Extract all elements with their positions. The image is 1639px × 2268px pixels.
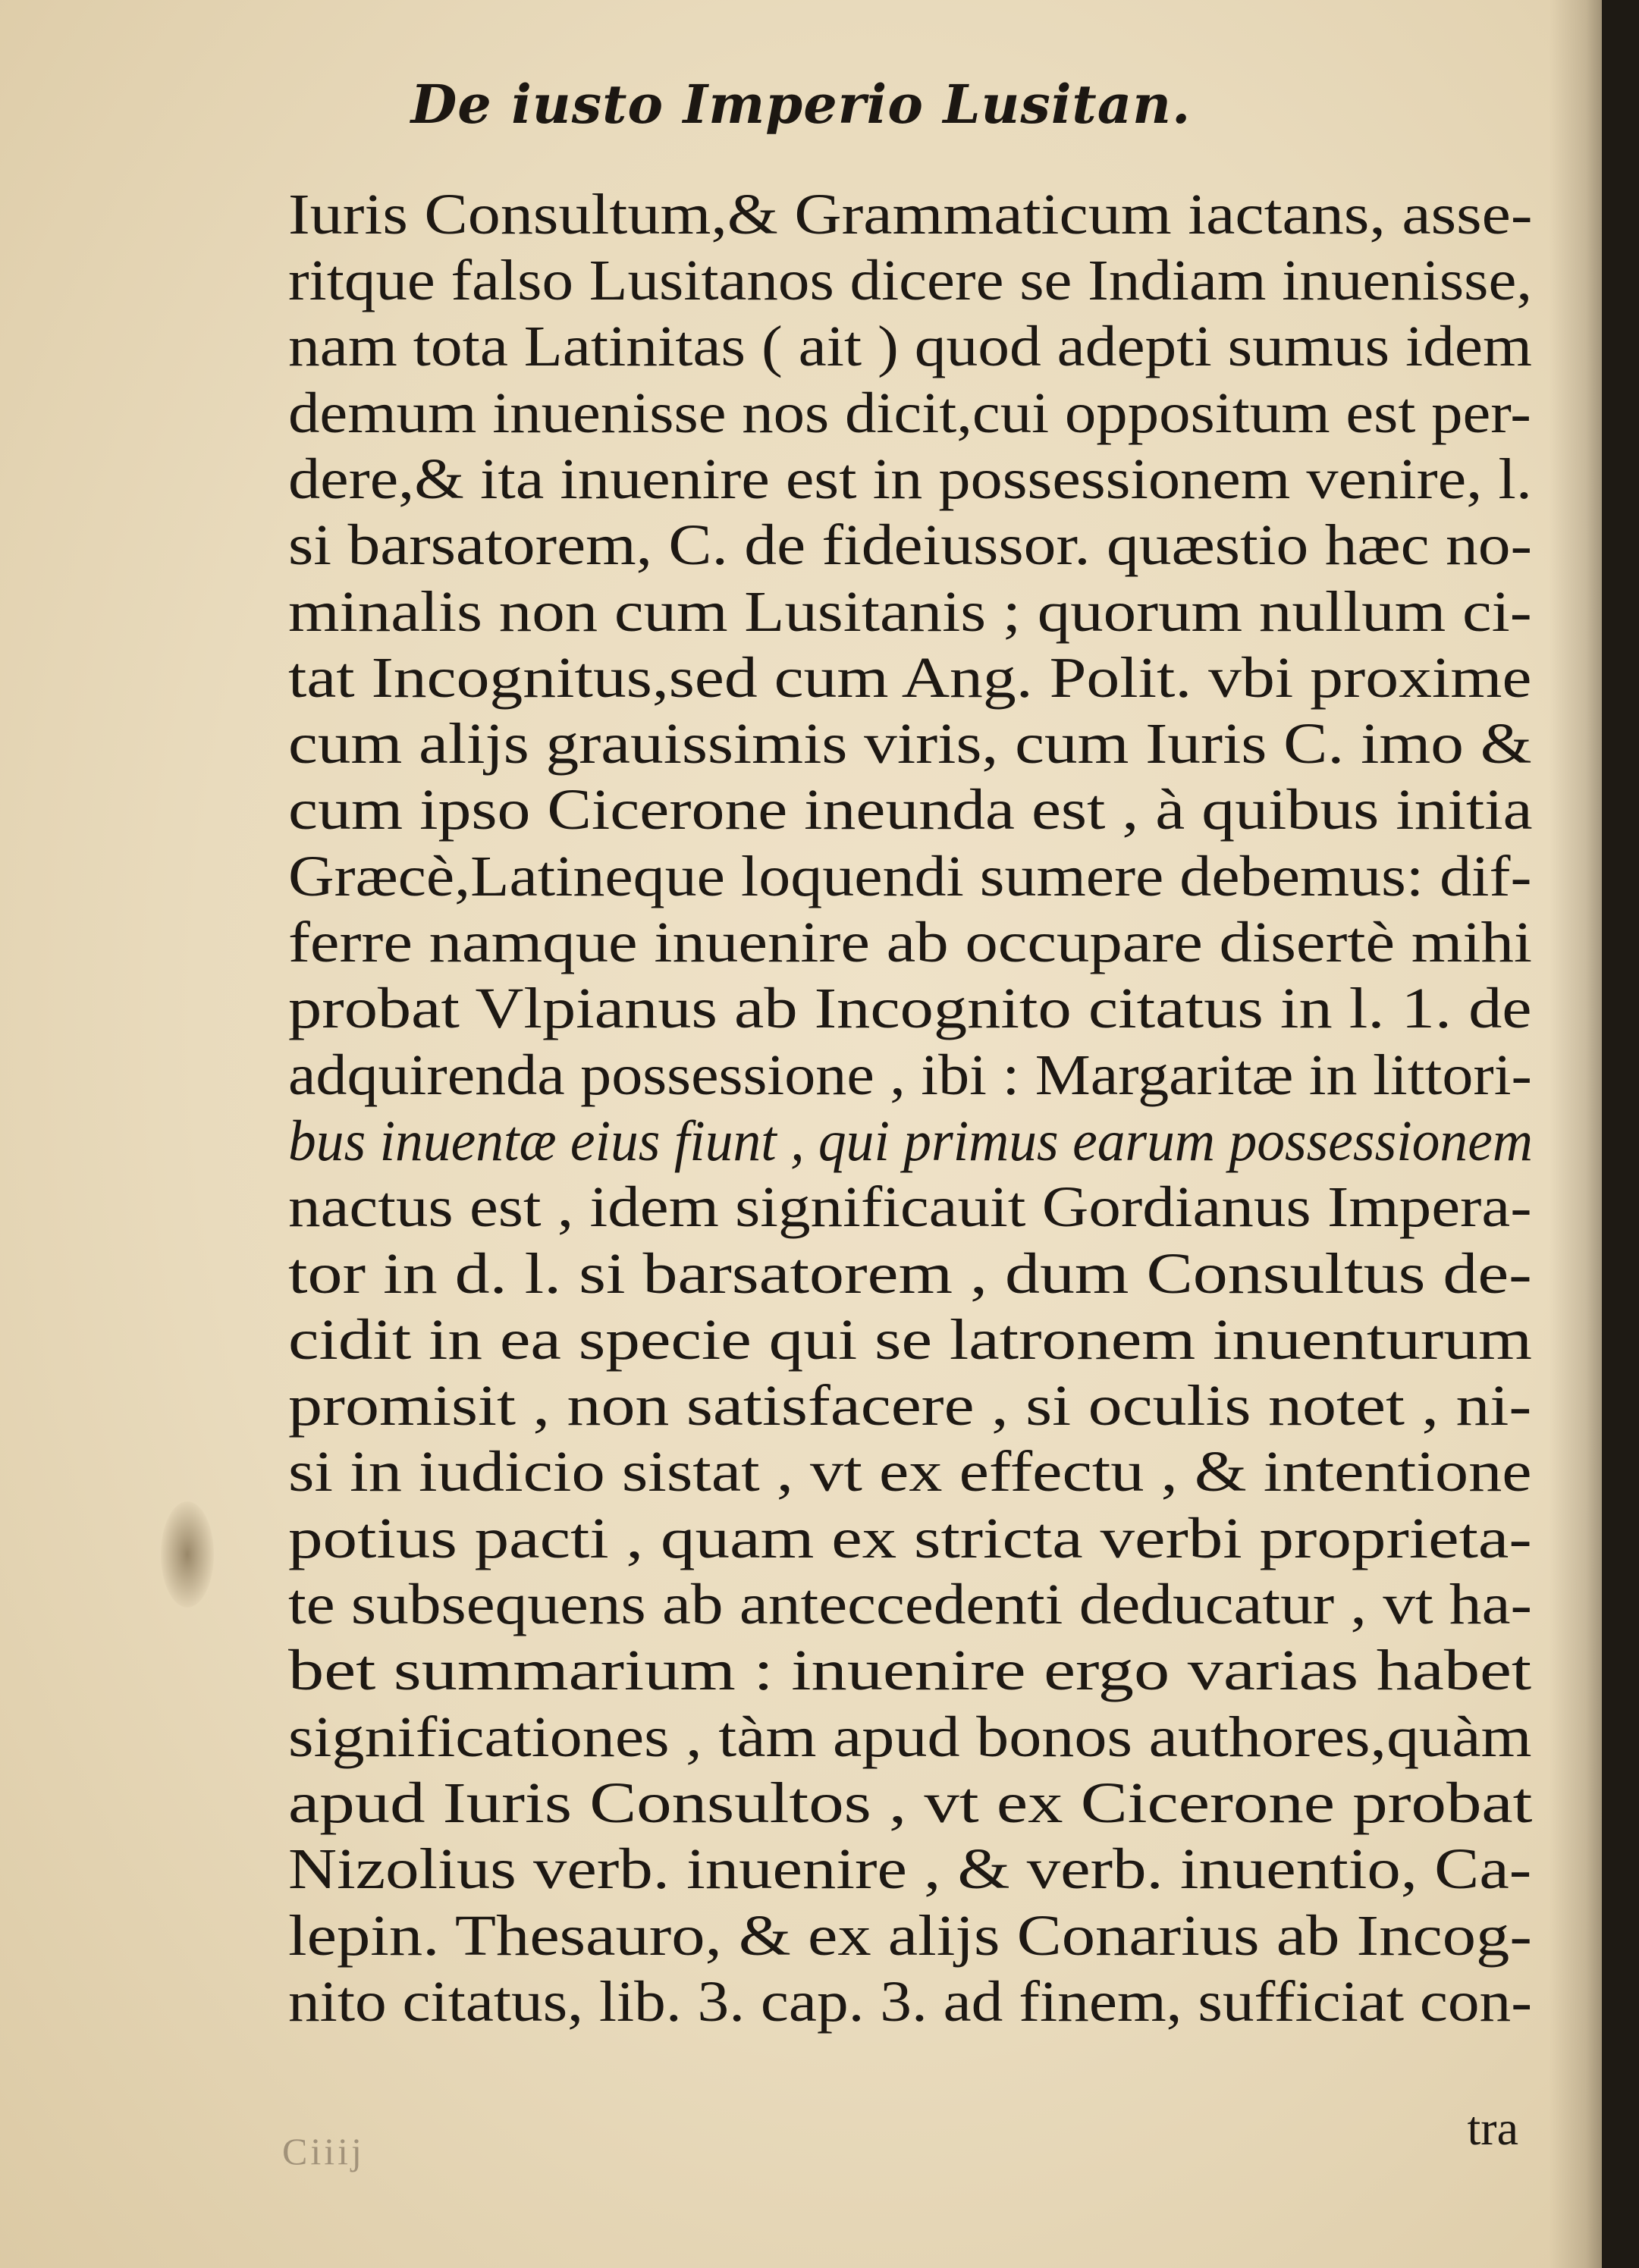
text-line: demum inuenisse nos dicit,cui oppositum est per-	[288, 381, 1531, 445]
text-line: bus inuentæ eius fiunt , qui primus earum possessionem	[288, 1109, 1533, 1173]
text-line: significationes , tàm apud bonos authores,quàm	[288, 1705, 1532, 1769]
text-line: te subsequens ab anteccedenti deducatur , vt ha-	[288, 1573, 1532, 1636]
page-edge-shadow	[1549, 0, 1602, 2268]
signature-mark: Ciiij	[282, 2130, 365, 2172]
running-head: De iusto Imperio Lusitan.	[410, 73, 1192, 136]
text-line: promisit , non satisfacere , si oculis notet , ni-	[288, 1374, 1532, 1438]
text-line: cidit in ea specie qui se latronem inuenturum	[288, 1308, 1532, 1372]
text-line: si barsatorem, C. de fideiussor. quæstio hæc no-	[288, 513, 1533, 577]
text-line: ritque falso Lusitanos dicere se Indiam inuenisse,	[288, 249, 1533, 312]
text-line: nam tota Latinitas ( ait ) quod adepti sumus idem	[288, 315, 1532, 378]
text-line: minalis non cum Lusitanis ; quorum nullum ci-	[288, 580, 1532, 644]
paper-stain	[161, 1501, 214, 1608]
text-line: nito citatus, lib. 3. cap. 3. ad finem, sufficiat con-	[288, 1970, 1533, 2034]
text-line: apud Iuris Consultos , vt ex Cicerone probat	[288, 1771, 1533, 1835]
text-line: cum alijs grauissimis viris, cum Iuris C. imo &	[288, 712, 1532, 776]
text-line: tat Incognitus,sed cum Ang. Polit. vbi proxime	[288, 646, 1532, 710]
text-line: bet summarium : inuenire ergo varias habet	[288, 1639, 1532, 1702]
text-line: Nizolius verb. inuenire , & verb. inuentio, Ca-	[288, 1837, 1532, 1901]
text-line: Græcè,Latineque loquendi sumere debemus: dif-	[288, 845, 1532, 908]
text-line: tor in d. l. si barsatorem , dum Consultus de-	[288, 1242, 1532, 1306]
text-line: adquirenda possessione , ibi : Margaritæ in littori-	[288, 1043, 1532, 1107]
text-line: si in iudicio sistat , vt ex effectu , & intentione	[288, 1440, 1532, 1504]
text-line: probat Vlpianus ab Incognito citatus in l. 1. de	[288, 977, 1532, 1040]
text-line: lepin. Thesauro, & ex alijs Conarius ab Incog-	[288, 1904, 1532, 1968]
text-line: potius pacti , quam ex stricta verbi proprieta-	[288, 1507, 1532, 1570]
text-line: cum ipso Cicerone ineunda est , à quibus initia	[288, 778, 1533, 842]
catchword: tra	[1467, 2101, 1518, 2155]
text-line: ferre namque inuenire ab occupare disertè mihi	[288, 911, 1533, 974]
text-line: nactus est , idem significauit Gordianus Impera-	[288, 1175, 1532, 1239]
text-line: dere,& ita inuenire est in possessionem venire, l.	[288, 447, 1532, 511]
text-line: Iuris Consultum,& Grammaticum iactans, asse-	[288, 183, 1533, 246]
